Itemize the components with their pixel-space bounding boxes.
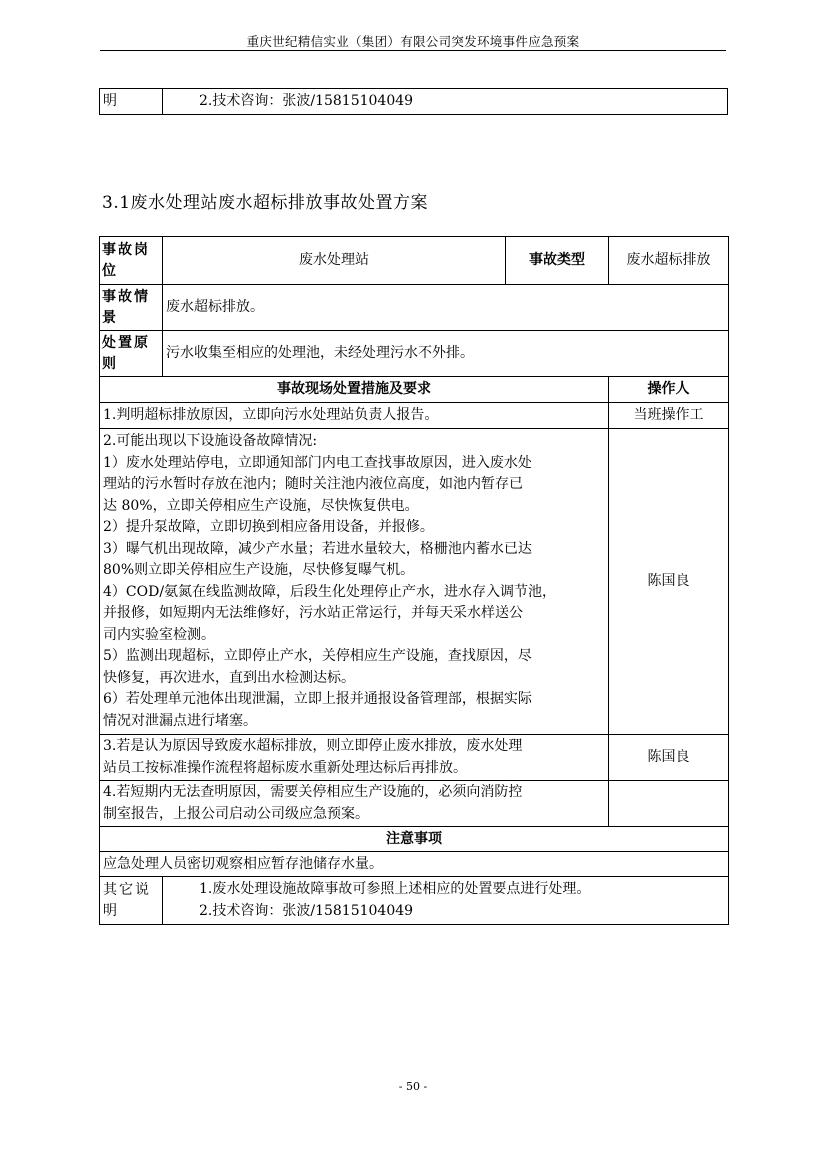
continuation-label: 明: [100, 89, 163, 115]
step-2-line: 司内实验室检测。: [103, 626, 215, 643]
scenario-label: 事故情景: [100, 285, 163, 331]
notes-text: 应急处理人员密切观察相应暂存池储存水量。: [100, 852, 729, 877]
step-2-line: 理站的污水暂时存放在池内；随时关注池内液位高度，如池内暂存已: [103, 476, 523, 492]
step-2-line: 达 80%，立即关停相应生产设施，尽快恢复供电。: [103, 497, 419, 514]
step-2-line: 快修复，再次进水，直到出水检测达标。: [103, 669, 355, 686]
step-2: [100, 429, 609, 735]
step-2-line: 2）提升泵故障，立即切换到相应备用设备，并报修。: [103, 519, 434, 535]
step-4: [100, 781, 609, 827]
principle-label: 处置原则: [100, 331, 163, 377]
disposal-plan-table: [99, 236, 729, 925]
post-label: 事故岗位: [100, 237, 163, 285]
step-2-line: 6）若处理单元池体出现泄漏，立即上报并通报设备管理部，根据实际: [103, 691, 532, 707]
step-1: 1.判明超标排放原因，立即向污水处理站负责人报告。: [100, 403, 609, 429]
step-4-operator: [609, 781, 729, 827]
type-value: 废水超标排放: [609, 237, 729, 285]
step-2-line: 并报修，如短期内无法维修好，污水站正常运行，并每天采水样送公: [103, 605, 523, 621]
scenario-value: 废水超标排放。: [163, 285, 729, 331]
measures-header: 事故现场处置措施及要求: [100, 377, 609, 403]
post-value: 废水处理站: [163, 237, 506, 285]
step-4-line: 4.若短期内无法查明原因，需要关停相应生产设施的，必须向消防控: [103, 784, 523, 800]
page-number: - 50 -: [398, 1080, 428, 1093]
continuation-text: 2.技术咨询：张波/15815104049: [163, 89, 728, 115]
step-3-line: 站员工按标准操作流程将超标废水重新处理达标后再排放。: [103, 759, 467, 776]
other-note-line: 2.技术咨询：张波/15815104049: [199, 902, 414, 919]
operator-header: 操作人: [609, 377, 729, 403]
step-2-line: 3）曝气机出现故障，减少产水量；若进水量较大，格栅池内蓄水已达: [103, 540, 532, 557]
section-title: 3.1废水处理站废水超标排放事故处置方案: [102, 193, 429, 213]
step-3-line: 3.若是认为原因导致废水超标排放，则立即停止废水排放，废水处理: [103, 738, 523, 754]
page-header-title: 重庆世纪精信实业（集团）有限公司突发环境事件应急预案: [246, 34, 580, 49]
step-3-operator: 陈国良: [609, 735, 729, 781]
step-2-operator: 陈国良: [609, 429, 729, 735]
step-2-line: 4）COD/氨氮在线监测故障，后段生化处理停止产水，进水存入调节池，: [103, 583, 557, 600]
step-2-line: 1）废水处理站停电，立即通知部门内电工查找事故原因，进入废水处: [103, 454, 532, 471]
continuation-table: [99, 88, 728, 115]
step-2-line: 2.可能出现以下设施设备故障情况:: [103, 433, 318, 449]
other-notes: [163, 877, 729, 925]
header-rule: [100, 50, 726, 51]
other-label: 其它说明: [100, 877, 163, 925]
step-1-operator: 当班操作工: [609, 403, 729, 429]
notes-header: 注意事项: [100, 827, 729, 852]
other-note-line: 1.废水处理设施故障事故可参照上述相应的处置要点进行处理。: [199, 881, 591, 897]
step-2-line: 5）监测出现超标，立即停止产水，关停相应生产设施，查找原因，尽: [103, 648, 532, 664]
step-3: [100, 735, 609, 781]
step-4-line: 制室报告，上报公司启动公司级应急预案。: [103, 805, 369, 822]
principle-value: 污水收集至相应的处理池，未经处理污水不外排。: [163, 331, 729, 377]
step-2-line: 80%则立即关停相应生产设施，尽快修复曝气机。: [103, 562, 415, 578]
step-2-line: 情况对泄漏点进行堵塞。: [103, 712, 257, 729]
type-label: 事故类型: [506, 237, 609, 285]
